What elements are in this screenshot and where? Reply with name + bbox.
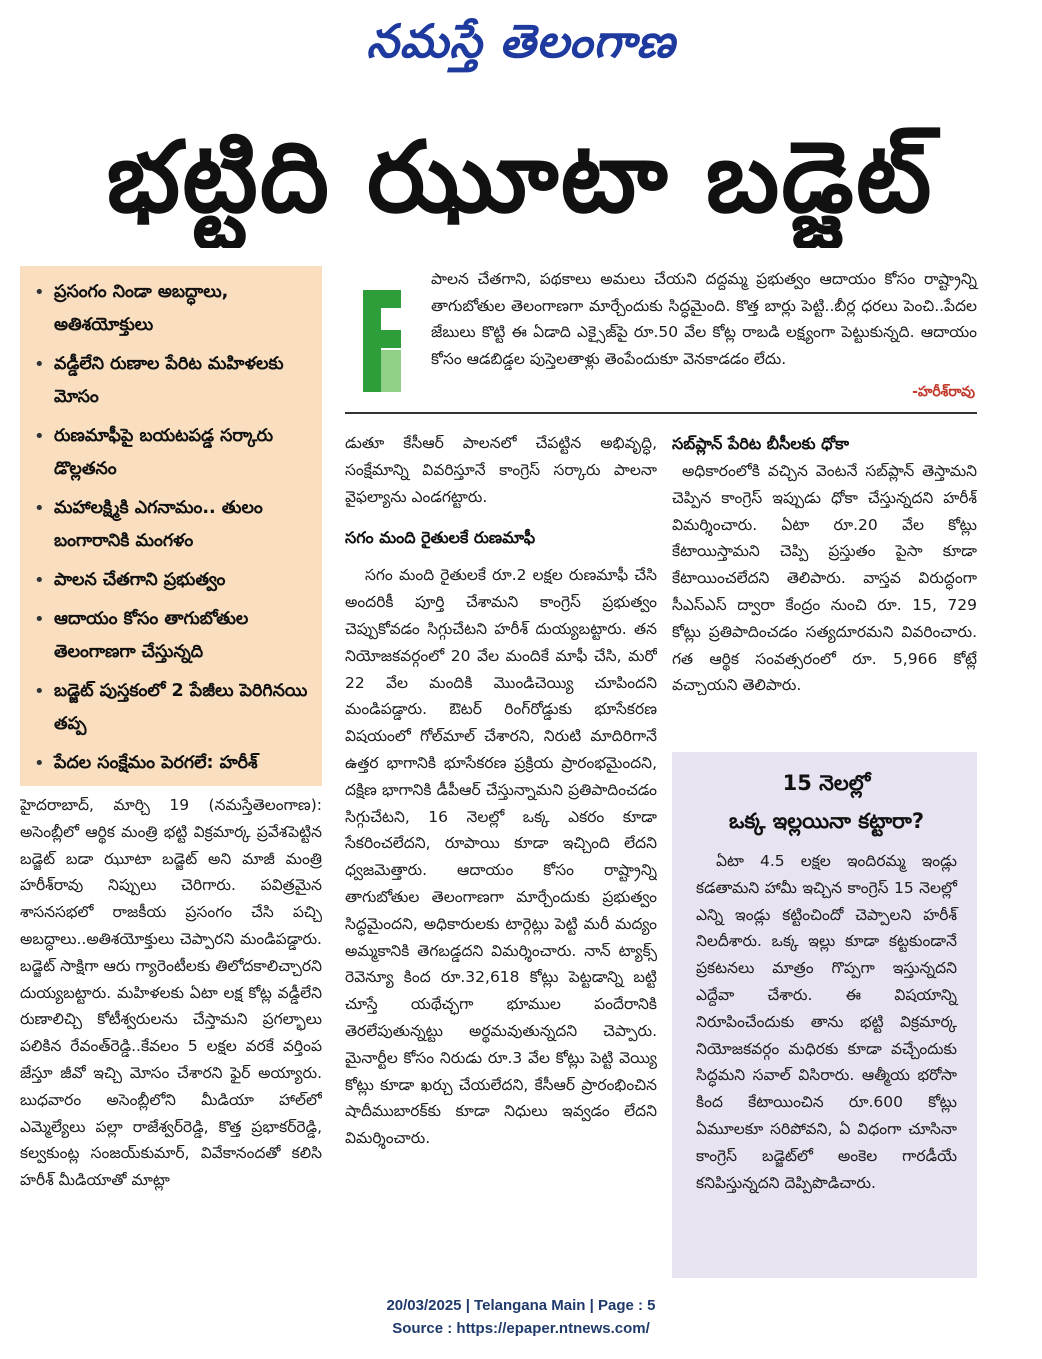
masthead-title: నమస్తే తెలంగాణ <box>366 14 676 68</box>
sidebar-story-body: ఏటా 4.5 లక్షల ఇందిరమ్మ ఇండ్లు కడతామని హామీ ఇచ్చిన కాంగ్రెస్‌ 15 నెలల్లో ఎన్ని ఇండ్లు కట్టించిందో చెప్పాలని హరీశ్‌ నిలదీశారు. ఒక్క ఇల్లు కూడా కట్టకుండానే ప్రకటనలు మాత్రం గొప్పగా ఇస్తున్నదని ఎద్దేవా చేశారు. ఈ విషయాన్ని నిరూపించేందుకు తాను భట్టి విక్రమార్క నియోజకవర్గం మధిరకు కూడా వచ్చేందుకు సిద్ధమని సవాల్‌ విసిరారు. ఆత్మీయ భరోసా కింద కేటాయించిన రూ.600 కోట్లు ఏమూలకూ సరిపోవని, ఏ విధంగా చూసినా కాంగ్రెస్‌ బడ్జెట్‌లో అంకెల గారడీయే కనిపిస్తున్నదని దెప్పిపొడిచారు. <box>696 852 957 1192</box>
article-dateline-paragraph: హైదరాబాద్‌, మార్చి 19 (నమస్తేతెలంగాణ): అసెంబ్లీలో ఆర్థిక మంత్రి భట్టి విక్రమార్క ప్రవేశపెట్టిన బడ్జెట్‌ బడా ఝూటా బడ్జెట్‌ అని మాజీ మంత్రి హరీశ్‌రావు నిప్పులు చెరిగారు. పవిత్రమైన శాసనసభలో రాజకీయ ప్రసంగం చేసి పచ్చి అబద్ధాలు..అతిశయోక్తులు చెప్పారని మండిపడ్డారు. బడ్జెట్‌ సాక్షిగా ఆరు గ్యారెంటీలకు తిలోదకాలిచ్చారని దుయ్యబట్టారు. మహిళలకు ఏటా లక్ష కోట్ల వడ్డీలేని రుణాలిచ్చి కోటీశ్వరులను చేస్తామని ప్రగల్భాలు పలికిన రేవంత్‌రెడ్డి..కేవలం 5 లక్షల వరకే వర్తింప జేస్తూ జీవో ఇచ్చి మోసం చేశారని ఫైర్‌ అయ్యారు. బుధవారం అసెంబ్లీలోని మీడియా హాల్‌లో ఎమ్మెల్యేలు పల్లా రాజేశ్వర్‌రెడ్డి, కొత్త ప్రభాకర్‌రెడ్డి, కల్వకుంట్ల సంజయ్‌కుమార్‌, వివేకానందతో కలిసి హరీశ్‌ మీడియాతో మాట్లా <box>20 796 322 1190</box>
masthead-logo <box>0 6 1042 76</box>
highlight-item: • వడ్డీలేని రుణాల పేరిట మహిళలకు మోసం <box>34 348 314 414</box>
highlight-item: • పేదల సంక్షేమం పెరగలే: హరీశ్‌ <box>34 747 314 786</box>
bullet-icon: • <box>34 426 45 447</box>
highlight-item: • బడ్జెట్‌ పుస్తకంలో 2 పేజీలు పెరిగినయి తప్ప <box>34 675 314 741</box>
article-paragraph: సగం మంది రైతులకే రూ.2 లక్షల రుణమాఫీ చేసి అందరికీ పూర్తి చేశామని కాంగ్రెస్‌ ప్రభుత్వం చెప్పుకోవడం సిగ్గుచేటని హరీశ్‌ దుయ్యబట్టారు. తన నియోజకవర్గంలో 20 వేల మందికే మాఫీ చేసి, మరో 22 వేల మందికి మొండిచెయ్యి చూపిందని మండిపడ్డారు. ఔటర్‌ రింగ్‌రోడ్డుకు భూసేకరణ విషయంలో గోల్‌మాల్‌ చేశారని, నిరుటి మాదిరిగానే ఉత్తర భాగానికి భూసేకరణ ప్రక్రియ ప్రారంభమైందని, దక్షిణ భాగానికి డీపీఆర్‌ చేస్తున్నామని ప్రతిపాదించడం సిగ్గుచేటని, 16 నెలల్లో ఒక్క ఎకరం కూడా సేకరించలేదని, రూపాయి కూడా ఇచ్చింది లేదని ధ్వజమెత్తారు. ఆదాయం కోసం రాష్ట్రాన్ని తాగుబోతుల తెలంగాణగా మార్చేందుకు ప్రభుత్వం సిద్ధమైందని, అధికారులకు టార్గెట్లు పెట్టి మరీ మద్యం అమ్మకానికి తెగబడ్డదని విమర్శించారు. నాన్‌ ట్యాక్స్‌ రెవెన్యూ కింద రూ.32,618 కోట్లు పెట్టడాన్ని బట్టి చూస్తే యథేచ్ఛగా భూముల పందేరానికి తెరలేపుతున్నట్టు అర్థమవుతున్నదని చెప్పారు. మైనార్టీల కోసం నిరుడు రూ.3 వేల కోట్లు పెట్టి వెయ్యి కోట్లు కూడా ఖర్చు చేయలేదని, కేసీఆర్‌ ప్రారంభించిన షాదీముబారక్‌కు కూడా నిధులు ఇవ్వడం లేదని విమర్శించారు. <box>345 566 657 1148</box>
highlight-item: • రుణమాఫీపై బయటపడ్డ సర్కారు డొల్లతనం <box>34 420 314 486</box>
sidebar-story-title <box>696 764 957 840</box>
page-footer <box>0 1294 1042 1340</box>
quote-text: పాలన చేతగాని, పథకాలు అమలు చేయని దద్దమ్మ ప్రభుత్వం ఆదాయం కోసం రాష్ట్రాన్ని తాగుబోతుల తెలంగాణగా మార్చేందుకు సిద్ధమైంది. కొత్త బార్లు పెట్టి..బీర్ల ధరలు పెంచి..పేదల జేబులు కొట్టి ఈ ఏడాది ఎక్సైజ్‌పై రూ.50 వేల కోట్ల రాబడి లక్ష్యంగా పెట్టుకున్నది. ఆదాయం కోసం ఆడబిడ్డల పుస్తెలతాళ్లు తెంపేందుకూ వెనకాడడం లేదు. <box>431 270 977 368</box>
bullet-icon: • <box>34 498 45 519</box>
article-column-1 <box>20 792 322 1282</box>
bullet-icon: • <box>34 282 45 303</box>
sidebar-title-line-1: 15 నెలల్లో <box>782 771 871 795</box>
pull-quote <box>345 262 977 414</box>
article-column-2 <box>345 430 657 1280</box>
highlight-item: • ఆదాయం కోసం తాగుబోతుల తెలంగాణగా చేస్తున్నది <box>34 603 314 669</box>
article-paragraph: అధికారంలోకి వచ్చిన వెంటనే సబ్‌ప్లాన్‌ తెస్తామని చెప్పిన కాంగ్రెస్‌ ఇప్పుడు ధోకా చేస్తున్నదని హరీశ్‌ విమర్శించారు. ఏటా రూ.20 వేల కోట్లు కేటాయిస్తామని చెప్పి ప్రస్తుతం పైసా కూడా కేటాయించలేదని తెలిపారు. వాస్తవ విరుద్ధంగా సీఎస్‌ఎస్‌ ద్వారా కేంద్రం నుంచి రూ. 15, 729 కోట్లు ప్రతిపాదించడం సత్యదూరమని వివరించారు. గత ఆర్థిక సంవత్సరంలో రూ. 5,966 కోట్లే వచ్చాయని తెలిపారు. <box>672 462 977 695</box>
footer-source-link[interactable]: Source : https://epaper.ntnews.com/ <box>392 1320 650 1337</box>
quote-mark-icon <box>353 286 405 396</box>
footer-edition-info: 20/03/2025 | Telangana Main | Page : 5 <box>386 1297 656 1314</box>
bullet-icon: • <box>34 609 45 630</box>
bullet-icon: • <box>34 681 45 702</box>
bullet-icon: • <box>34 753 45 774</box>
sidebar-title-line-2: ఒక్క ఇల్లయినా కట్టారా? <box>728 809 925 833</box>
highlight-item: • మహాలక్ష్మికి ఎగనామం.. తులం బంగారానికి మంగళం <box>34 492 314 558</box>
bullet-icon: • <box>34 570 45 591</box>
article-continuation: డుతూ కేసీఆర్‌ పాలనలో చేపట్టిన అభివృద్ధి, సంక్షేమాన్ని వివరిస్తూనే కాంగ్రెస్‌ సర్కారు పాలనా వైఫల్యాను ఎండగట్టారు. <box>345 434 657 506</box>
bullet-icon: • <box>34 354 45 375</box>
highlight-item: • పాలన చేతగాని ప్రభుత్వం <box>34 564 314 597</box>
highlight-item: • ప్రసంగం నిండా అబద్ధాలు, అతిశయోక్తులు <box>34 276 314 342</box>
subheading-subplan: సబ్‌ప్లాన్‌ పేరిట బీసీలకు ధోకా <box>672 434 849 453</box>
sidebar-story-box <box>672 752 977 1278</box>
subheading-loan-waiver: సగం మంది రైతులకే రుణమాఫీ <box>345 528 536 548</box>
highlights-box <box>20 266 322 786</box>
headline: భట్టిది ఝూటా బడ్జెట్‌ <box>106 121 934 235</box>
quote-author: -హరీశ్‌రావు <box>912 384 975 400</box>
article-column-3 <box>672 430 977 750</box>
